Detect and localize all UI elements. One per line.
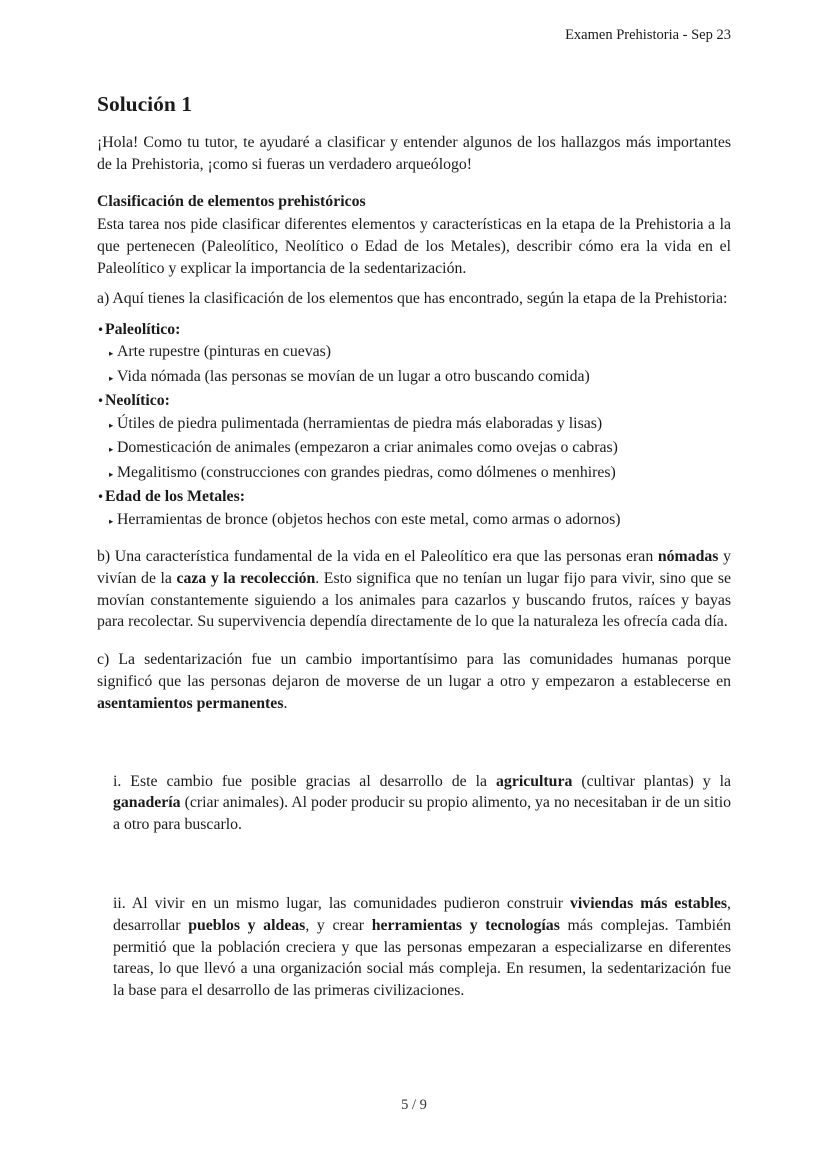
era-label: Paleolítico: (105, 320, 181, 338)
text-run: , desarrollar (113, 895, 731, 934)
running-header: Examen Prehistoria - Sep 23 (565, 27, 731, 43)
bold-phrase: caza y la recolección (176, 569, 316, 587)
era-label: Neolítico: (105, 392, 170, 410)
text-run: (criar animales). Al poder producir su propio alimento, ya no necesitaban ir de un sitio a otro para buscarlo. (113, 794, 731, 834)
bold-phrase: viviendas más estables (570, 895, 728, 913)
section-heading: Clasificación de elementos prehistóricos (97, 192, 366, 210)
classification-list (97, 319, 731, 534)
bold-phrase: pueblos y aldeas (188, 916, 306, 934)
page-number: 5 / 9 (401, 1097, 427, 1113)
text-run: . (283, 694, 288, 712)
task-paragraph: Esta tarea nos pide clasificar diferentes elementos y características en la etapa de la Prehistoria a la que pertenecen (Paleolítico, Neolítico o Edad de los Metales), describir cómo era la vida en el Paleolítico y explicar la importancia de la sedentarización. (97, 216, 731, 277)
text-run: i. Este cambio fue posible gracias al desarrollo de la (113, 772, 497, 790)
triangle-bullet-icon: ▸ (109, 516, 114, 527)
list-item (97, 462, 731, 487)
bold-phrase: herramientas y tecnologías (371, 916, 560, 934)
triangle-bullet-icon: ▸ (109, 373, 114, 384)
triangle-bullet-icon: ▸ (109, 469, 114, 480)
era-item-text: Megalitismo (construcciones con grandes piedras, como dólmenes o menhires) (117, 463, 616, 481)
era-label: Edad de los Metales: (105, 488, 245, 506)
part-c-i-paragraph (113, 771, 731, 836)
list-item (97, 390, 731, 413)
bold-phrase: ganadería (113, 794, 181, 812)
text-run: (cultivar plantas) y la (572, 772, 731, 790)
triangle-bullet-icon: ▸ (109, 349, 114, 360)
list-item (97, 509, 731, 534)
text-run: ii. Al vivir en un mismo lugar, las comunidades pudieron construir (113, 895, 571, 913)
bold-phrase: nómadas (657, 548, 719, 566)
era-item-text: Herramientas de bronce (objetos hechos con este metal, como armas o adornos) (117, 510, 621, 528)
list-item (97, 437, 731, 462)
triangle-bullet-icon: ▸ (109, 445, 114, 456)
text-run: y vivían de la (97, 548, 731, 587)
part-c-ii-paragraph (113, 893, 731, 1002)
bold-phrase: asentamientos permanentes (97, 694, 284, 712)
part-c-paragraph (97, 649, 731, 714)
intro-paragraph: ¡Hola! Como tu tutor, te ayudaré a clasificar y entender algunos de los hallazgos más importantes de la Prehistoria, ¡como si fueras un verdadero arqueólogo! (97, 134, 731, 173)
text-run: b) Una característica fundamental de la vida en el Paleolítico era que las personas eran (97, 548, 658, 566)
text-run: . Esto significa que no tenían un lugar fijo para vivir, sino que se movían constantemente siguiendo a los animales para cazarlos y buscando frutos, raíces y bayas para recolectar. Su supervivencia dependía directamente de lo que la naturaleza les ofrecía cada día. (97, 569, 731, 631)
bullet-icon: • (97, 394, 105, 409)
part-b-paragraph (97, 546, 731, 633)
bullet-icon: • (97, 322, 105, 337)
era-item-text: Domesticación de animales (empezaron a criar animales como ovejas o cabras) (117, 439, 618, 457)
list-item (97, 319, 731, 342)
list-item (97, 486, 731, 509)
bullet-icon: • (97, 490, 105, 505)
text-run: , y crear (305, 916, 372, 934)
list-item (97, 341, 731, 366)
era-item-text: Útiles de piedra pulimentada (herramientas de piedra más elaboradas y lisas) (117, 414, 603, 432)
page-content (97, 0, 731, 1002)
era-item-text: Vida nómada (las personas se movían de un lugar a otro buscando comida) (117, 367, 590, 385)
bold-phrase: agricultura (496, 772, 573, 790)
part-a-intro-paragraph: a) Aquí tienes la clasificación de los elementos que has encontrado, según la etapa de la Prehistoria: (97, 289, 728, 307)
era-item-text: Arte rupestre (pinturas en cuevas) (117, 343, 332, 361)
list-item (97, 413, 731, 438)
text-run: c) La sedentarización fue un cambio importantísimo para las comunidades humanas porque significó que las personas dejaron de moverse de un lugar a otro y empezaron a establecerse en (97, 651, 731, 691)
triangle-bullet-icon: ▸ (109, 420, 114, 431)
page-title: Solución 1 (97, 92, 192, 116)
text-run: más complejas. También permitió que la población creciera y que las personas empezaran a especializarse en diferentes tareas, lo que llevó a una organización social más compleja. En resumen, la sedentarización fue la base para el desarrollo de las primeras civilizaciones. (113, 916, 731, 1000)
list-item (97, 366, 731, 391)
